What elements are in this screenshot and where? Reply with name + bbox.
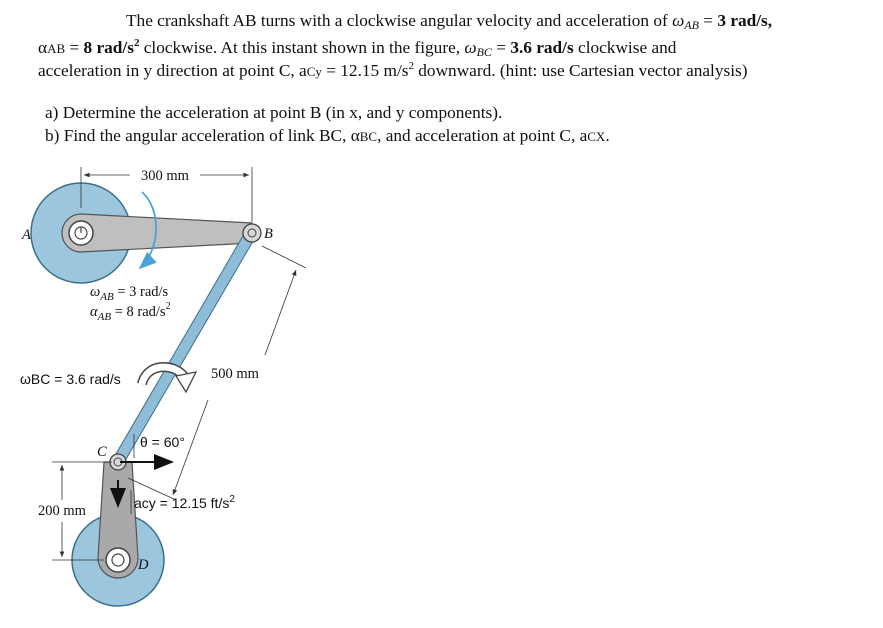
omega-bc-label: ωBC = 3.6 rad/s bbox=[20, 371, 121, 387]
omega-bc-value: 3.6 rad/s bbox=[510, 38, 574, 57]
omega-ab-value: 3 rad/s bbox=[717, 11, 768, 30]
question-b-period: . bbox=[605, 126, 610, 145]
dim-500-label: 500 mm bbox=[211, 366, 259, 382]
omega-ab-subscript: AB bbox=[684, 18, 699, 32]
problem-text-2: clockwise. At this instant shown in the figure, bbox=[139, 38, 465, 57]
acy-label: acy = 12.15 $ft/s^2$ bbox=[134, 494, 235, 511]
dim-200-label: 200 mm bbox=[38, 503, 86, 519]
alpha-bc-subscript: BC bbox=[359, 129, 378, 144]
pin-d bbox=[106, 548, 130, 572]
equals-3: = bbox=[491, 38, 511, 57]
question-b-text-2: , and acceleration at point C, a bbox=[377, 126, 588, 145]
equals: = bbox=[698, 11, 718, 30]
omega-bc-symbol: ω bbox=[464, 38, 477, 57]
problem-text-2-tail: clockwise and bbox=[573, 38, 677, 57]
equals-2: = bbox=[65, 38, 84, 57]
problem-text-3a: acceleration in y direction at point C, a bbox=[38, 61, 307, 80]
omega-bc-subscript: BC bbox=[476, 45, 492, 59]
problem-text-3c: downward. (hint: use Cartesian vector analysis) bbox=[413, 61, 748, 80]
label-c: C bbox=[97, 444, 107, 460]
omega-symbol: ω bbox=[672, 11, 685, 30]
theta-label: θ = 60° bbox=[140, 434, 185, 450]
comma: , bbox=[767, 11, 773, 30]
acx-subscript: CX bbox=[587, 129, 606, 144]
acy-exponent: 2 bbox=[408, 60, 414, 72]
question-b-text-1: b) Find the angular acceleration of link BC, α bbox=[45, 126, 360, 145]
link-bc bbox=[113, 229, 256, 466]
acy-subscript: Cy bbox=[306, 64, 322, 79]
question-a: a) Determine the acceleration at point B (in x, and y components). bbox=[45, 103, 503, 122]
label-d: D bbox=[138, 557, 149, 573]
acy-value: = 12.15 m/s bbox=[321, 61, 409, 80]
alpha-ab-value: 8 rad/s bbox=[83, 38, 134, 57]
problem-text-1: The crankshaft AB turns with a clockwise angular velocity and acceleration of bbox=[126, 11, 673, 30]
pin-b bbox=[243, 224, 261, 242]
alpha-ab-exponent: 2 bbox=[133, 37, 140, 49]
dim-300-label: 300 mm bbox=[141, 168, 189, 184]
alpha-ab-subscript: AB bbox=[47, 41, 66, 56]
label-b: B bbox=[264, 226, 273, 242]
omega-ab-label: $\omega_{AB} = 3$ rad/s bbox=[90, 284, 169, 303]
label-a: A bbox=[22, 227, 31, 243]
alpha-symbol: α bbox=[38, 38, 48, 57]
alpha-ab-label: $\alpha_{AB} = 8$ rad/$s^2$ bbox=[90, 301, 171, 323]
